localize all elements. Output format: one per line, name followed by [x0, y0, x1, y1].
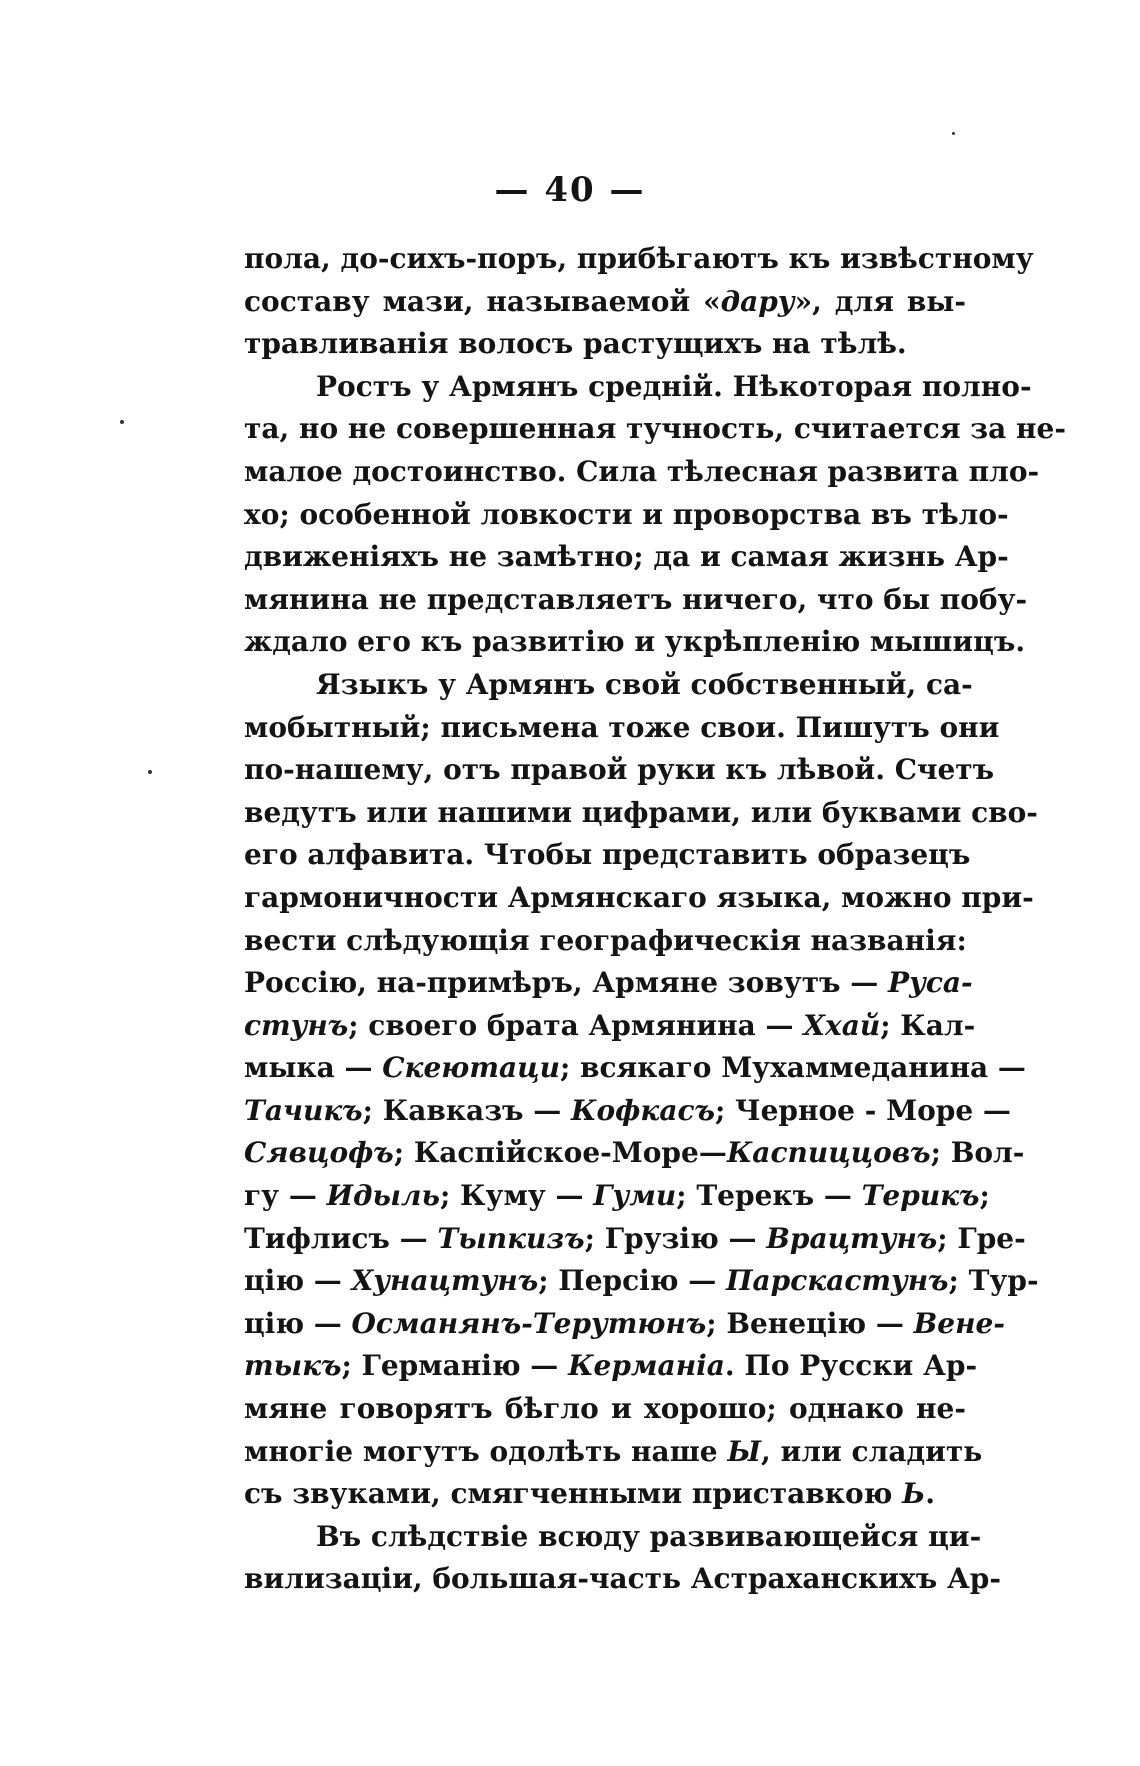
text-line — [244, 962, 973, 1005]
italic-term: тыкъ — [244, 1349, 342, 1383]
italic-term: Тачикъ — [244, 1093, 363, 1127]
text-segment: вести слѣдующія географическія названія: — [244, 923, 967, 957]
text-line — [244, 1516, 982, 1559]
text-segment: Тифлисъ — — [244, 1221, 438, 1255]
text-segment: мяне говорятъ бѣгло и хорошо; однако не- — [244, 1392, 966, 1426]
text-segment: ; — [979, 1179, 990, 1213]
text-segment: малое достоинство. Сила тѣлесная развита пло- — [244, 454, 1040, 488]
text-segment: ведутъ или нашими цифрами, или буквами сво- — [244, 795, 1038, 829]
text-line — [244, 494, 1009, 537]
text-segment: по-нашему, отъ правой руки къ лѣвой. Счетъ — [244, 753, 995, 787]
text-line — [244, 792, 1038, 835]
text-segment: ; Вол- — [930, 1136, 1025, 1170]
italic-term: Хунацтунъ — [351, 1264, 539, 1298]
italic-term: Парскастунъ — [726, 1264, 949, 1298]
text-line — [244, 749, 995, 792]
print-speck — [952, 132, 955, 135]
text-segment: цію — — [244, 1264, 352, 1298]
text-segment: мыка — — [244, 1051, 383, 1085]
italic-term: стунъ — [244, 1008, 349, 1042]
text-segment: гармоничности Армянскаго языка, можно при- — [244, 880, 1034, 914]
text-segment: движеніяхъ не замѣтно; да и самая жизнь Ар- — [244, 540, 1009, 574]
italic-term: Ххай — [803, 1008, 881, 1042]
text-segment: ; Куму — — [439, 1179, 594, 1213]
text-segment: Языкъ у Армянъ свой собственный, са- — [316, 667, 973, 701]
text-segment: ; Каспійское-Море— — [393, 1136, 727, 1170]
italic-term: Ы — [727, 1434, 761, 1468]
text-line — [244, 1175, 990, 1218]
text-line — [244, 1218, 1026, 1261]
text-segment: ; своего брата Армянина — — [348, 1008, 804, 1042]
text-line — [244, 281, 966, 324]
text-line — [244, 1388, 966, 1431]
text-segment: ; Германію — — [341, 1349, 569, 1383]
text-segment: ; Персію — — [538, 1264, 727, 1298]
text-line — [244, 579, 1028, 622]
text-line — [244, 323, 966, 366]
text-segment: ; Кавказъ — — [362, 1093, 572, 1127]
text-line — [244, 536, 1009, 579]
italic-term: Терикъ — [861, 1179, 980, 1213]
text-segment: », для вы- — [794, 284, 966, 318]
text-segment: ждало его къ развитію и укрѣпленію мышицъ. — [244, 625, 1026, 659]
text-segment: Россію, на-примѣръ, Армяне зовутъ — — [244, 966, 889, 1000]
text-line — [244, 1473, 966, 1516]
text-segment: мобытный; письмена тоже свои. Пишутъ они — [244, 710, 1000, 744]
text-segment: ; Грузію — — [584, 1221, 767, 1255]
text-line — [244, 1303, 1005, 1346]
text-segment: ; Кал- — [880, 1008, 976, 1042]
text-line — [244, 920, 966, 963]
text-line — [244, 1090, 1011, 1133]
print-speck — [120, 420, 124, 424]
italic-term: Гуми — [593, 1179, 677, 1213]
italic-term: Идыль — [326, 1179, 440, 1213]
text-segment: ; Черное - Море — — [714, 1093, 1011, 1127]
text-segment: мянина не представляетъ ничего, что бы побу- — [244, 582, 1028, 616]
text-segment: ; Терекъ — — [676, 1179, 862, 1213]
text-segment: ; Гре- — [937, 1221, 1026, 1255]
text-segment: его алфавита. Чтобы представить образецъ — [244, 838, 971, 872]
text-line — [244, 1431, 983, 1474]
text-segment: ; Венецію — — [706, 1306, 914, 1340]
text-line — [244, 1558, 1001, 1601]
text-line — [244, 834, 971, 877]
text-line — [244, 408, 1066, 451]
text-line — [244, 621, 1026, 664]
italic-term: Ь — [902, 1477, 926, 1511]
text-segment: съ звуками, смягченными приставкою — [244, 1477, 903, 1511]
text-line — [244, 1345, 978, 1388]
text-segment: . — [925, 1477, 935, 1511]
italic-term: Врацтунъ — [766, 1221, 938, 1255]
print-speck — [148, 770, 152, 774]
text-segment: гу — — [244, 1179, 327, 1213]
text-line — [244, 1047, 1026, 1090]
italic-term: Руса- — [888, 966, 973, 1000]
body-text — [244, 238, 1066, 1601]
text-line — [244, 707, 1000, 750]
text-segment: цію — — [244, 1306, 352, 1340]
text-segment: ; Тур- — [948, 1264, 1039, 1298]
text-line — [244, 451, 1040, 494]
italic-term: Вене- — [913, 1306, 1005, 1340]
page-number: — 40 — — [494, 170, 646, 210]
text-segment: хо; особенной ловкости и проворства въ тѣло- — [244, 497, 1009, 531]
italic-term: Сявцофъ — [244, 1136, 394, 1170]
italic-term: Каспиццовъ — [726, 1136, 931, 1170]
text-segment: пола, до-сихъ-поръ, прибѣгаютъ къ извѣстному — [244, 242, 1034, 275]
italic-term: Скеютаци — [382, 1051, 560, 1085]
text-segment: составу мази, называемой « — [244, 284, 721, 318]
italic-term: дару — [720, 284, 795, 318]
text-segment: вилизаціи, большая-часть Астраханскихъ Ар- — [244, 1562, 1001, 1596]
text-line — [244, 1132, 1025, 1175]
italic-term: Керманіа — [568, 1349, 725, 1383]
text-line — [244, 1005, 976, 1048]
text-segment: Ростъ у Армянъ средній. Нѣкоторая полно- — [316, 369, 1032, 403]
text-segment: многіе могутъ одолѣть наше — [244, 1434, 728, 1468]
text-segment: , или сладить — [761, 1434, 983, 1468]
text-segment: травливанія волосъ растущихъ на тѣлѣ. — [244, 327, 907, 361]
text-line — [244, 877, 1034, 920]
italic-term: Османянъ-Терутюнъ — [351, 1306, 707, 1340]
text-line — [244, 238, 1034, 281]
text-segment: Въ слѣдствіе всюду развивающейся ци- — [316, 1519, 982, 1553]
text-line — [244, 1260, 1039, 1303]
text-segment: ; всякаго Мухаммеданина — — [559, 1051, 1026, 1085]
text-line — [244, 366, 1032, 409]
text-line — [244, 664, 973, 707]
italic-term: Тыпкизъ — [437, 1221, 585, 1255]
italic-term: Кофкасъ — [571, 1093, 715, 1127]
text-segment: . По Русски Ар- — [724, 1349, 978, 1383]
text-segment: та, но не совершенная тучность, считается за не- — [244, 412, 1066, 446]
